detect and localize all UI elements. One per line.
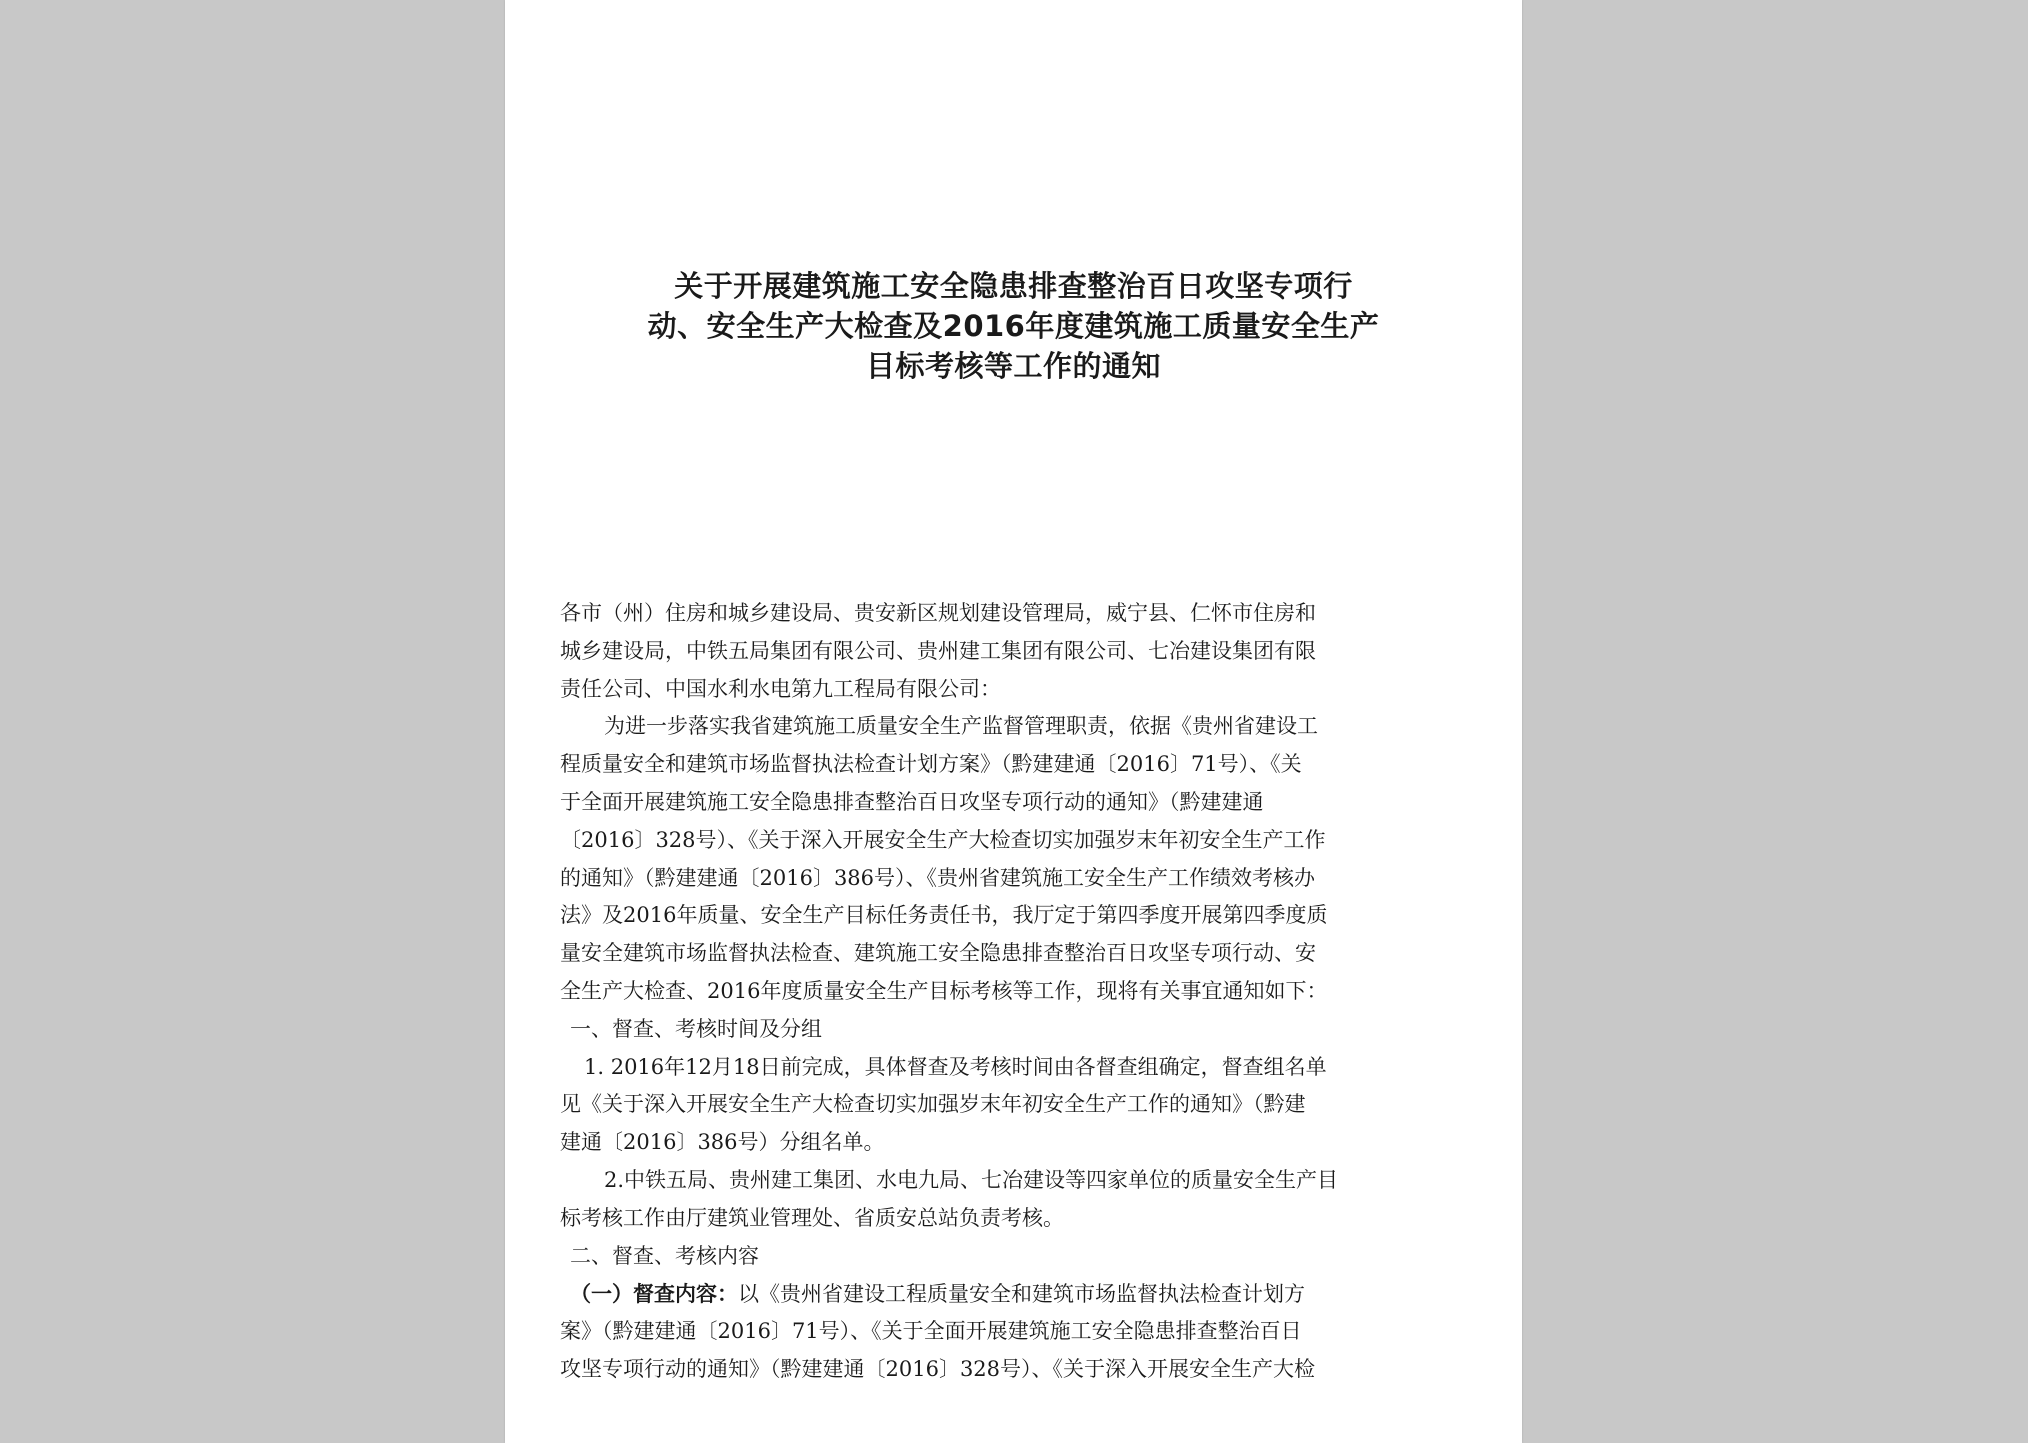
title-line: 动、安全生产大检查及2016年度建筑施工质量安全生产 <box>647 309 1380 343</box>
paragraph-line: 于全面开展建筑施工安全隐患排查整治百日攻坚专项行动的通知》（黔建建通 <box>560 789 1264 814</box>
subsection-label: （一）督查内容： <box>570 1281 738 1307</box>
paragraph-line: 为进一步落实我省建筑施工质量安全生产监督管理职责，依据《贵州省建设工 <box>604 714 1318 739</box>
paragraph-line: 〔2016〕328号）、《关于深入开展安全生产大检查切实加强岁末年初安全生产工作 <box>560 827 1326 852</box>
document-title <box>555 266 1472 386</box>
paragraph-line: 程质量安全和建筑市场监督执法检查计划方案》（黔建建通〔2016〕71号）、《关 <box>560 752 1302 777</box>
paragraph-line: 全生产大检查、2016年度质量安全生产目标考核等工作，现将有关事宜通知如下： <box>560 978 1328 1003</box>
title-line: 目标考核等工作的通知 <box>865 349 1161 383</box>
list-item-line: 1. 2016年12月18日前完成，具体督查及考核时间由各督查组确定，督查组名单 <box>584 1054 1327 1079</box>
subsection-text: 以《贵州省建设工程质量安全和建筑市场监督执法检查计划方 <box>738 1282 1305 1307</box>
addressee-line: 各市（州）住房和城乡建设局、贵安新区规划建设管理局，威宁县、仁怀市住房和 <box>560 601 1316 625</box>
section-heading: 一、督查、考核时间及分组 <box>570 1016 822 1041</box>
addressee-line: 责任公司、中国水利水电第九工程局有限公司： <box>560 676 1001 701</box>
title-line: 关于开展建筑施工安全隐患排查整治百日攻坚专项行 <box>674 269 1353 303</box>
subsection-line: 案》（黔建建通〔2016〕71号）、《关于全面开展建筑施工安全隐患排查整治百日 <box>560 1319 1302 1344</box>
document-page <box>505 0 1522 1443</box>
subsection-line: 攻坚专项行动的通知》（黔建建通〔2016〕328号）、《关于深入开展安全生产大检 <box>560 1356 1316 1381</box>
list-item-line: 建通〔2016〕386号）分组名单。 <box>560 1130 885 1155</box>
paragraph-line: 量安全建筑市场监督执法检查、建筑施工安全隐患排查整治百日攻坚专项行动、安 <box>560 941 1316 966</box>
document-body <box>560 595 1465 1389</box>
list-item-line: 标考核工作由厅建筑业管理处、省质安总站负责考核。 <box>560 1205 1064 1230</box>
section-heading: 二、督查、考核内容 <box>570 1243 759 1268</box>
subsection-line <box>560 1275 1465 1313</box>
addressee-line: 城乡建设局，中铁五局集团有限公司、贵州建工集团有限公司、七冶建设集团有限 <box>560 638 1316 663</box>
paragraph-line: 的通知》（黔建建通〔2016〕386号）、《贵州省建筑施工安全生产工作绩效考核办 <box>560 865 1316 890</box>
list-item-line: 2.中铁五局、贵州建工集团、水电九局、七冶建设等四家单位的质量安全生产目 <box>604 1167 1339 1192</box>
list-item-line: 见《关于深入开展安全生产大检查切实加强岁末年初安全生产工作的通知》（黔建 <box>560 1092 1306 1117</box>
paragraph-line: 法》及2016年质量、安全生产目标任务责任书，我厅定于第四季度开展第四季度质 <box>560 903 1328 928</box>
